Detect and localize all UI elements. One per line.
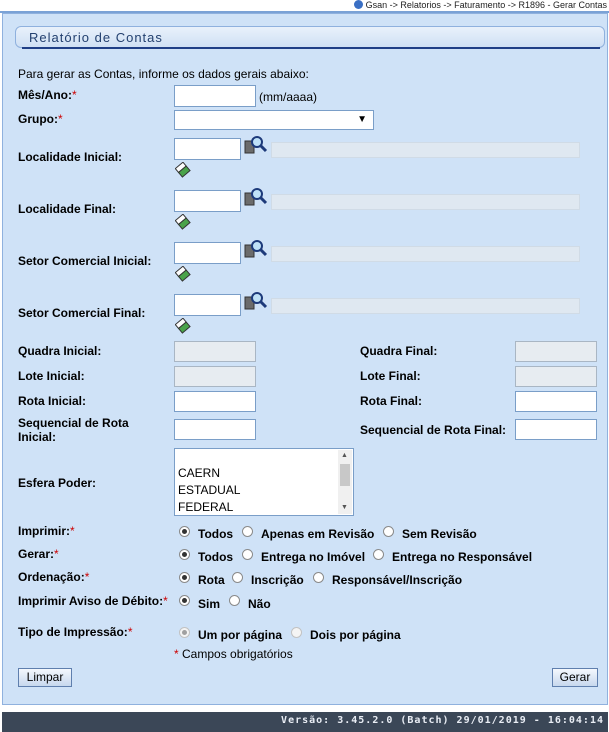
form-panel [2, 13, 608, 705]
imprimir-todos-label: Todos [198, 527, 234, 541]
required-star: * [58, 112, 63, 126]
tipo-dois-radio [291, 627, 302, 638]
gerar-label-text: Gerar: [18, 547, 55, 561]
eraser-localidade-inicial-icon[interactable] [175, 162, 191, 178]
ordenacao-rota-label: Rota [198, 573, 225, 587]
localidade-final-description [271, 194, 580, 210]
form-header [15, 26, 605, 48]
ordenacao-responsavel-label: Responsável/Inscrição [332, 573, 463, 587]
lote-final-input [515, 366, 597, 387]
required-star: * [163, 594, 168, 608]
seq-inicial-label [18, 416, 129, 444]
setor-inicial-label: Setor Comercial Inicial: [18, 254, 152, 268]
esfera-label: Esfera Poder: [18, 476, 97, 490]
required-star: * [174, 647, 179, 661]
breadcrumb-text [354, 0, 607, 11]
esfera-scrollbar[interactable] [338, 450, 352, 514]
setor-inicial-description [271, 246, 580, 262]
localidade-inicial-description [271, 142, 580, 158]
aviso-sim-label: Sim [198, 597, 221, 611]
lote-inicial-input [174, 366, 256, 387]
rota-inicial-label: Rota Inicial: [18, 394, 87, 408]
tipo-dois-label: Dois por página [310, 628, 401, 642]
search-setor-final-icon[interactable] [244, 290, 268, 312]
page-title: Relatório de Contas [29, 30, 163, 45]
esfera-listbox[interactable] [174, 448, 354, 516]
tipo-label-text: Tipo de Impressão: [18, 625, 128, 639]
grupo-select[interactable] [174, 110, 374, 130]
gerar-responsavel-label: Entrega no Responsável [392, 550, 533, 564]
tipo-um-label: Um por página [198, 628, 283, 642]
eraser-localidade-final-icon[interactable] [175, 214, 191, 230]
grupo-label-text: Grupo: [18, 112, 58, 126]
search-localidade-final-icon[interactable] [244, 186, 268, 208]
gsan-icon [354, 0, 363, 9]
search-setor-inicial-icon[interactable] [244, 238, 268, 260]
grupo-label [18, 112, 63, 126]
localidade-inicial-input[interactable] [174, 138, 241, 160]
imprimir-sem-revisao-label: Sem Revisão [402, 527, 477, 541]
ordenacao-rota-radio[interactable] [179, 572, 190, 583]
breadcrumb-path: Gsan -> Relatorios -> Faturamento -> R1896 - Gerar Contas [365, 0, 607, 10]
lote-final-label: Lote Final: [360, 369, 421, 383]
imprimir-revisao-label: Apenas em Revisão [261, 527, 375, 541]
setor-inicial-input[interactable] [174, 242, 241, 264]
dropdown-arrow-icon: ▼ [357, 114, 367, 125]
gerar-todos-label: Todos [198, 550, 234, 564]
imprimir-revisao-radio[interactable] [242, 526, 253, 537]
rota-final-input[interactable] [515, 391, 597, 412]
rota-inicial-input[interactable] [174, 391, 256, 412]
mes-ano-label [18, 88, 77, 102]
imprimir-label-text: Imprimir: [18, 524, 71, 538]
intro-text: Para gerar as Contas, informe os dados gerais abaixo: [18, 67, 309, 81]
ordenacao-inscricao-label: Inscrição [251, 573, 304, 587]
tipo-um-radio [179, 627, 190, 638]
scroll-up-icon[interactable]: ▲ [341, 452, 348, 459]
footer-bar [2, 712, 608, 732]
seq-inicial-input[interactable] [174, 419, 256, 440]
quadra-final-input [515, 341, 597, 362]
imprimir-sem-revisao-radio[interactable] [383, 526, 394, 537]
limpar-button[interactable]: Limpar [18, 668, 72, 687]
aviso-nao-label: Não [248, 597, 271, 611]
esfera-option[interactable]: ESTADUAL [178, 483, 241, 497]
scrollbar-thumb[interactable] [340, 464, 350, 486]
lote-inicial-label: Lote Inicial: [18, 369, 85, 383]
required-star: * [54, 547, 59, 561]
eraser-setor-inicial-icon[interactable] [175, 266, 191, 282]
gerar-todos-radio[interactable] [179, 549, 190, 560]
header-underline [22, 47, 600, 49]
ordenacao-label [18, 570, 89, 584]
scroll-down-icon[interactable]: ▼ [341, 504, 348, 511]
gerar-imovel-radio[interactable] [242, 549, 253, 560]
seq-final-label: Sequencial de Rota Final: [360, 423, 507, 437]
quadra-inicial-label: Quadra Inicial: [18, 344, 102, 358]
required-star: * [127, 625, 133, 639]
gerar-button[interactable]: Gerar [552, 668, 598, 687]
esfera-option[interactable]: FEDERAL [178, 500, 234, 514]
rota-final-label: Rota Final: [360, 394, 422, 408]
seq-final-input[interactable] [515, 419, 597, 440]
imprimir-label [18, 524, 75, 538]
search-localidade-inicial-icon[interactable] [244, 134, 268, 156]
required-star: * [70, 524, 75, 538]
eraser-setor-final-icon[interactable] [175, 318, 191, 334]
localidade-inicial-label: Localidade Inicial: [18, 150, 123, 164]
required-star: * [72, 88, 77, 102]
seq-inicial-label-line1: Sequencial de Rota [18, 416, 129, 430]
aviso-sim-radio[interactable] [179, 595, 190, 606]
seq-inicial-label-line2: Inicial: [18, 430, 57, 444]
breadcrumb [0, 0, 609, 11]
localidade-final-input[interactable] [174, 190, 241, 212]
tipo-label [18, 625, 132, 639]
setor-final-label: Setor Comercial Final: [18, 306, 146, 320]
gerar-label [18, 547, 59, 561]
setor-final-input[interactable] [174, 294, 241, 316]
gerar-responsavel-radio[interactable] [373, 549, 384, 560]
quadra-inicial-input [174, 341, 256, 362]
imprimir-todos-radio[interactable] [179, 526, 190, 537]
ordenacao-inscricao-radio[interactable] [232, 572, 243, 583]
aviso-label-text: Imprimir Aviso de Débito: [18, 594, 164, 608]
required-note-text: Campos obrigatórios [182, 647, 293, 661]
mes-ano-input[interactable] [174, 85, 256, 107]
esfera-option[interactable]: CAERN [178, 466, 221, 480]
quadra-final-label: Quadra Final: [360, 344, 438, 358]
version-text: Versão: 3.45.2.0 (Batch) 29/01/2019 - 16:04:14 [281, 715, 604, 726]
aviso-nao-radio[interactable] [229, 595, 240, 606]
mes-ano-hint: (mm/aaaa) [259, 90, 318, 104]
ordenacao-label-text: Ordenação: [18, 570, 85, 584]
gerar-imovel-label: Entrega no Imóvel [261, 550, 366, 564]
required-note [174, 647, 293, 661]
aviso-label [18, 594, 168, 608]
setor-final-description [271, 298, 580, 314]
ordenacao-responsavel-radio[interactable] [313, 572, 324, 583]
mes-ano-label-text: Mês/Ano: [18, 88, 72, 102]
localidade-final-label: Localidade Final: [18, 202, 117, 216]
required-star: * [84, 570, 90, 584]
